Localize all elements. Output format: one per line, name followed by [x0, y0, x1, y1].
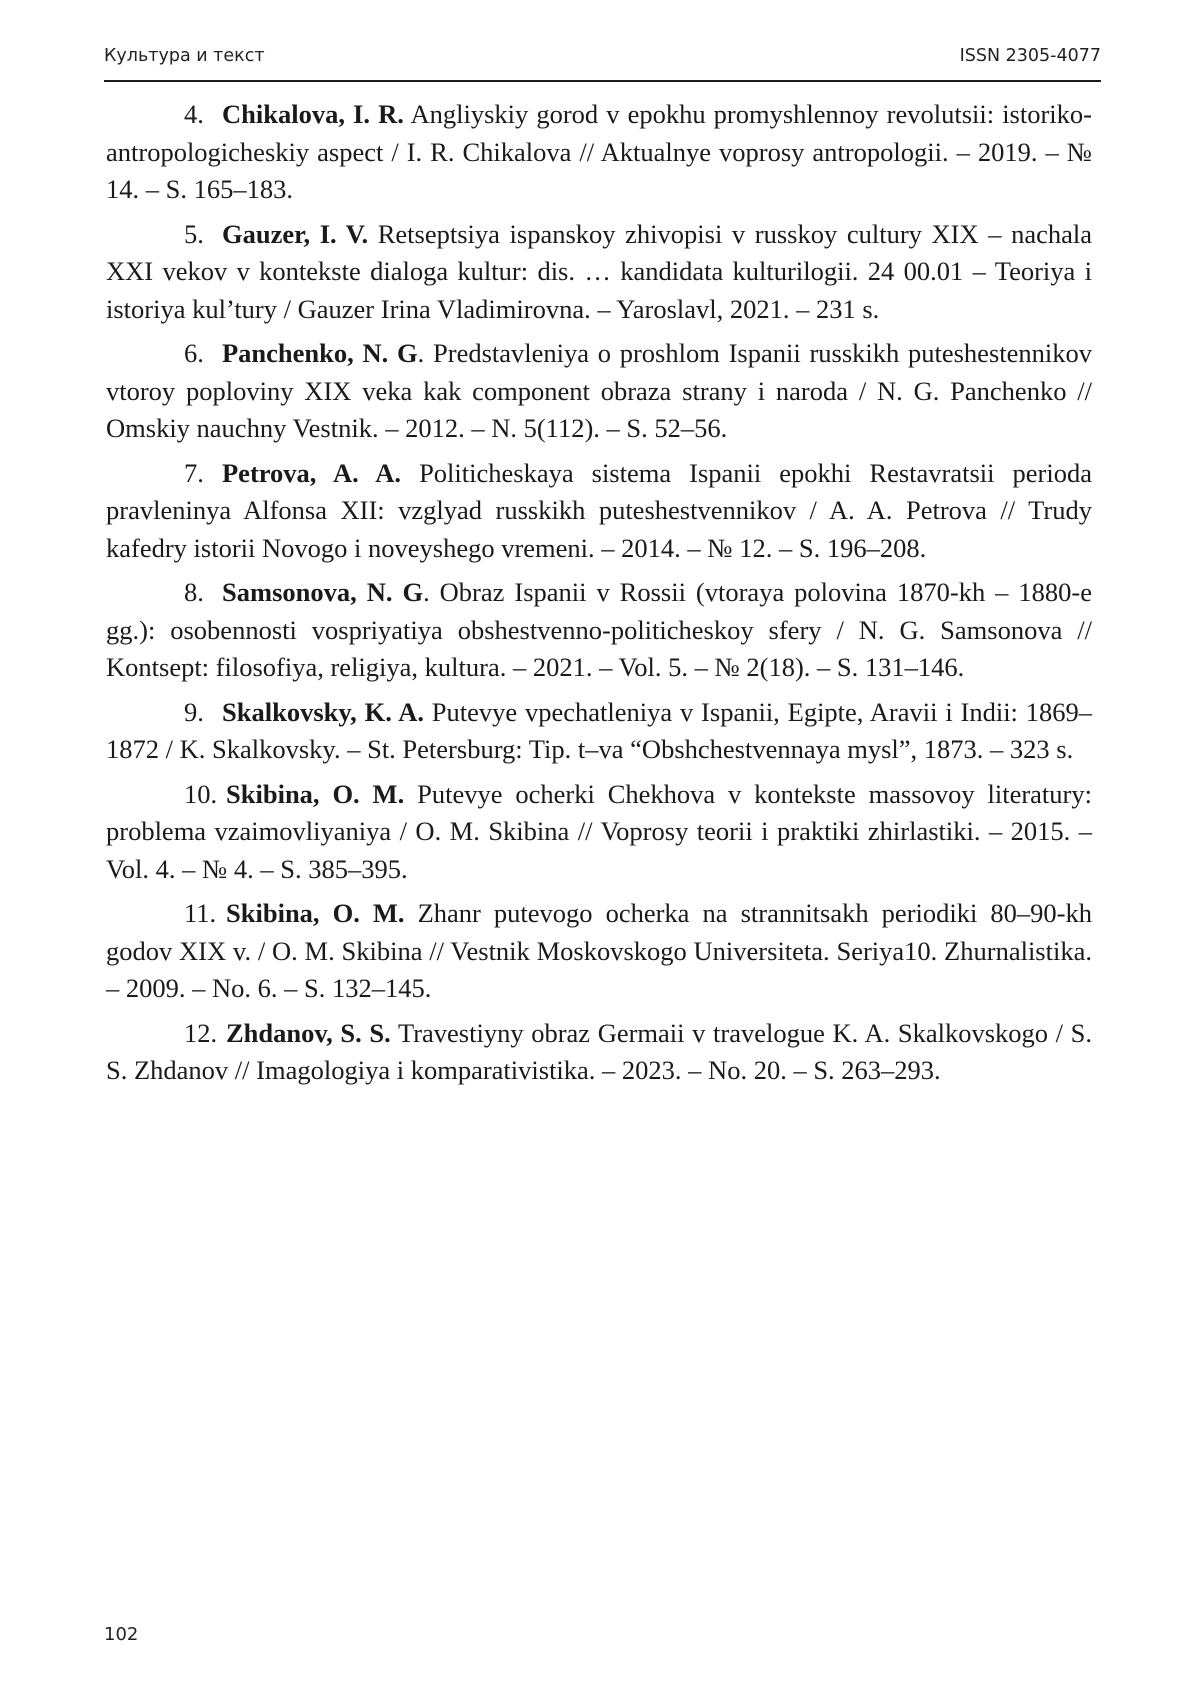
- reference-number: 5.: [184, 218, 204, 249]
- reference-number: 4.: [184, 99, 204, 129]
- reference-author: Skibina, O. M.: [226, 898, 405, 928]
- reference-text: Zhanr putevogo ocherka na strannitsakh periodiki 80–90-kh godov XIX v. / O. M. Skibina // Vestnik Moskovskogo Universiteta. Seriya10. Zhurnalistika. – 2009. – No. 6. – S. 132–145.: [106, 898, 1092, 1003]
- reference-text: . Predstavleniya o proshlom Ispanii russkikh puteshestennikov vtoroy poploviny XIX veka kak component obraza strany i naroda / N. G. Panchenko // Omskiy nauchny Vestnik. – 2012. – N. 5(112). – S. 52–56.: [106, 338, 1092, 443]
- reference-number: 9.: [184, 696, 204, 727]
- reference-author: Skibina, O. M.: [226, 778, 405, 809]
- journal-title: Культура и текст: [104, 46, 265, 66]
- reference-list: [106, 96, 1092, 1097]
- reference-author: Zhdanov, S. S.: [226, 1017, 391, 1048]
- reference-item-5: [106, 216, 1092, 329]
- reference-number: 11.: [184, 898, 217, 928]
- reference-number: 6.: [184, 338, 204, 368]
- reference-item-6: [106, 335, 1092, 448]
- reference-text: Putevye ocherki Chekhova v kontekste massovoy literatury: problema vzaimovliyaniya / O. M. Skibina // Voprosy teorii i praktiki zhirlastiki. – 2015. – Vol. 4. – № 4. – S. 385–395.: [106, 778, 1092, 884]
- reference-text: Travestiyny obraz Germaii v travelogue K. A. Skalkovskogo / S. S. Zhdanov // Imagologiya i komparativistika. – 2023. – No. 20. – S. 263–293.: [106, 1017, 1092, 1085]
- reference-item-7: [106, 455, 1092, 568]
- reference-author: Panchenko, N. G: [222, 338, 418, 368]
- reference-author: Gauzer, I. V.: [222, 218, 369, 249]
- reference-number: 10.: [184, 778, 218, 809]
- reference-author: Samsonova, N. G: [222, 577, 424, 607]
- reference-number: 8.: [184, 577, 204, 607]
- reference-item-10: [106, 776, 1092, 889]
- reference-text: Angliyskiy gorod v epokhu promyshlennoy revolutsii: istoriko-antropologicheskiy aspect / I. R. Chikalova // Aktualnye voprosy antropologii. – 2019. – № 14. – S. 165–183.: [106, 99, 1092, 204]
- reference-text: Retseptsiya ispanskoy zhivopisi v russkoy cultury XIX – nachala XXI vekov v kontekste dialoga kultur: dis. … kandidata kulturilogii. 24 00.01 – Teoriya i istoriya kul’tury / Gauzer Irina Vladimirovna. – Yaroslavl, 2021. – 231 s.: [106, 218, 1093, 324]
- reference-text: . Obraz Ispanii v Rossii (vtoraya polovina 1870-kh – 1880-e gg.): osobennosti vospriyatiya obshestvenno-politicheskoy sfery / N. G. Samsonova // Kontsept: filosofiya, religiya, kultura. – 2021. – Vol. 5. – № 2(18). – S. 131–146.: [106, 577, 1092, 682]
- reference-item-8: [106, 574, 1092, 687]
- reference-author: Chikalova, I. R.: [222, 99, 404, 129]
- reference-item-9: [106, 694, 1092, 769]
- running-header: [104, 44, 1101, 82]
- reference-author: Petrova, A. A.: [222, 457, 402, 488]
- reference-number: 7.: [184, 457, 204, 488]
- reference-item-12: [106, 1015, 1092, 1090]
- reference-text: Putevye vpechatleniya v Ispanii, Egipte, Aravii i Indii: 1869–1872 / K. Skalkovsky. – St. Petersburg: Tip. t–va “Obshchestvennaya mysl”, 1873. – 323 s.: [106, 696, 1092, 764]
- reference-author: Skalkovsky, K. A.: [222, 696, 424, 727]
- reference-number: 12.: [184, 1017, 218, 1048]
- reference-item-11: [106, 895, 1092, 1008]
- page-number: 102: [104, 1624, 139, 1645]
- issn-number: ISSN 2305-4077: [959, 46, 1101, 66]
- reference-text: Politicheskaya sistema Ispanii epokhi Restavratsii perioda pravleninya Alfonsa XII: vzglyad russkikh puteshestvennikov / A. A. Petrova // Trudy kafedry istorii Novogo i noveyshego vremeni. – 2014. – № 12. – S. 196–208.: [106, 457, 1092, 563]
- reference-item-4: [106, 96, 1092, 209]
